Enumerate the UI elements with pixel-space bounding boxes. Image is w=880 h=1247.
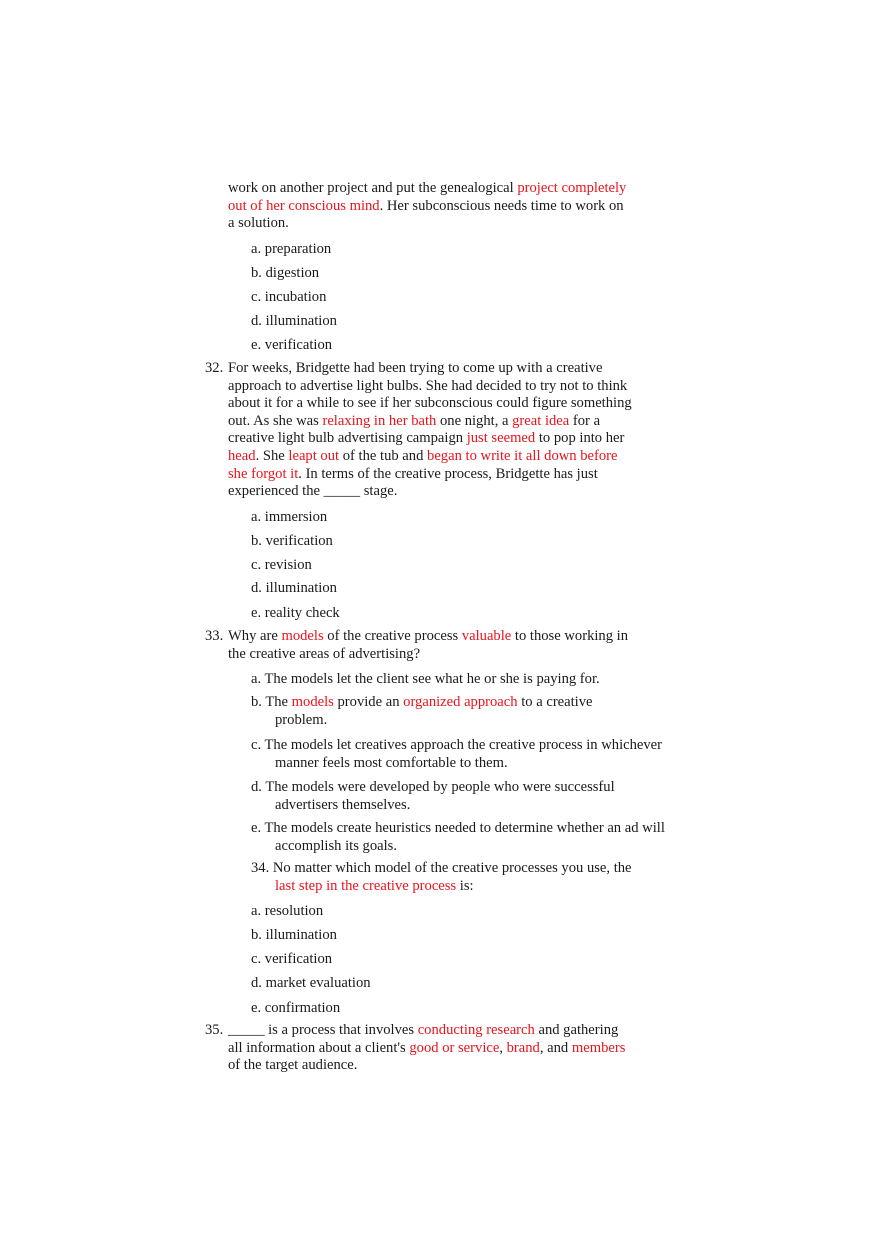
q32-option-e: e. reality check [251, 605, 340, 621]
q33-number: 33. [205, 628, 224, 644]
highlighted-text: conducting research [417, 1022, 535, 1038]
text-run: work on another project and put the genealogical [228, 180, 518, 196]
text-run: b. The [251, 694, 292, 710]
text-run: of the creative process [323, 628, 462, 644]
q31-option-a: a. preparation [251, 241, 332, 257]
q31-option-c: c. incubation [251, 289, 327, 305]
text-run: provide an [333, 694, 404, 710]
highlighted-text: relaxing in her bath [322, 412, 437, 429]
q33-stem [228, 628, 668, 663]
text-run: . Her subconscious needs time to work on [379, 197, 624, 214]
text-run: creative light bulb advertising campaign [228, 430, 467, 447]
q33-option-d-cont: advertisers themselves. [275, 796, 411, 813]
q34-option-c: c. verification [251, 951, 333, 967]
q33-option-b-cont: problem. [275, 711, 328, 728]
text-run: out. As she was [228, 412, 323, 429]
highlighted-text: good or service [409, 1039, 500, 1056]
highlighted-text: organized approach [403, 694, 518, 710]
q32-option-b: b. verification [251, 533, 333, 549]
highlighted-text: project completely [517, 180, 627, 196]
text-run: For weeks, Bridgette had been trying to come up with a creative [228, 360, 603, 376]
q33-option-a: a. The models let the client see what he or she is paying for. [251, 671, 600, 687]
text-run: to a creative [517, 694, 593, 710]
text-run: , [499, 1039, 507, 1056]
highlighted-text: leapt out [288, 447, 340, 464]
q34-option-e: e. confirmation [251, 1000, 341, 1016]
highlighted-text: models [281, 628, 324, 644]
q34-line1: 34. No matter which model of the creative processes you use, the [251, 860, 632, 876]
q34-option-a: a. resolution [251, 903, 324, 919]
q33-option-d-text: d. The models were developed by people who were successful [251, 779, 615, 795]
q33-option-c-cont: manner feels most comfortable to them. [275, 754, 508, 771]
q34-line2 [251, 878, 691, 896]
highlighted-text: models [291, 694, 334, 710]
text-run: to those working in [511, 628, 629, 644]
text-run: about it for a while to see if her subconscious could figure something [228, 395, 632, 412]
q32-number: 32. [205, 360, 224, 376]
q33-option-e-text: e. The models create heuristics needed to determine whether an ad will [251, 820, 665, 836]
q35-stem [228, 1022, 668, 1075]
highlighted-text: great idea [512, 412, 570, 429]
text-run: one night, a [436, 412, 513, 429]
q33-option-c [251, 737, 701, 772]
text-run: and gathering [534, 1022, 619, 1038]
q34-option-d: d. market evaluation [251, 975, 371, 991]
text-run: experienced the _____ stage. [228, 483, 398, 500]
highlighted-text: she forgot it [228, 465, 299, 482]
text-run: the creative areas of advertising? [228, 645, 421, 662]
q34-line2-rest: is: [456, 877, 474, 894]
text-run: a solution. [228, 215, 289, 232]
text-run: , and [539, 1039, 572, 1056]
text-run: . She [255, 447, 289, 464]
q32-stem [228, 360, 668, 501]
text-run: of the target audience. [228, 1057, 358, 1074]
q31-option-e: e. verification [251, 337, 333, 353]
q31-option-d: d. illumination [251, 313, 337, 329]
q34-stem [251, 860, 691, 895]
q32-option-c: c. revision [251, 557, 312, 573]
text-run: of the tub and [339, 447, 428, 464]
q34-option-b: b. illumination [251, 927, 337, 943]
highlighted-text: members [571, 1039, 626, 1056]
text-run: for a [569, 412, 601, 429]
q33-option-e [251, 820, 701, 855]
q33-option-d [251, 779, 701, 814]
q33-option-c-text: c. The models let creatives approach the creative process in whichever [251, 737, 663, 753]
text-run: all information about a client's [228, 1039, 410, 1056]
text-run: _____ is a process that involves [228, 1022, 418, 1038]
q31-option-b: b. digestion [251, 265, 320, 281]
q32-option-d: d. illumination [251, 580, 337, 596]
q33-option-b-text [251, 694, 593, 710]
q35-number: 35. [205, 1022, 224, 1038]
text-run: Why are [228, 628, 282, 644]
q32-option-a: a. immersion [251, 509, 328, 525]
highlighted-text: brand [506, 1039, 540, 1056]
q33-option-b [251, 694, 701, 729]
q33-option-e-cont: accomplish its goals. [275, 837, 398, 854]
highlighted-text: just seemed [466, 430, 536, 447]
text-run: to pop into her [535, 430, 625, 447]
text-run: approach to advertise light bulbs. She had decided to try not to think [228, 377, 628, 394]
highlighted-text: out of her conscious mind [228, 197, 380, 214]
highlighted-text: head [228, 447, 256, 464]
text-run: . In terms of the creative process, Bridgette has just [298, 465, 598, 482]
q31-stem [228, 180, 668, 233]
highlighted-text: valuable [461, 628, 512, 644]
highlighted-text: began to write it all down before [427, 447, 618, 464]
q34-highlight: last step in the creative process [275, 877, 457, 894]
